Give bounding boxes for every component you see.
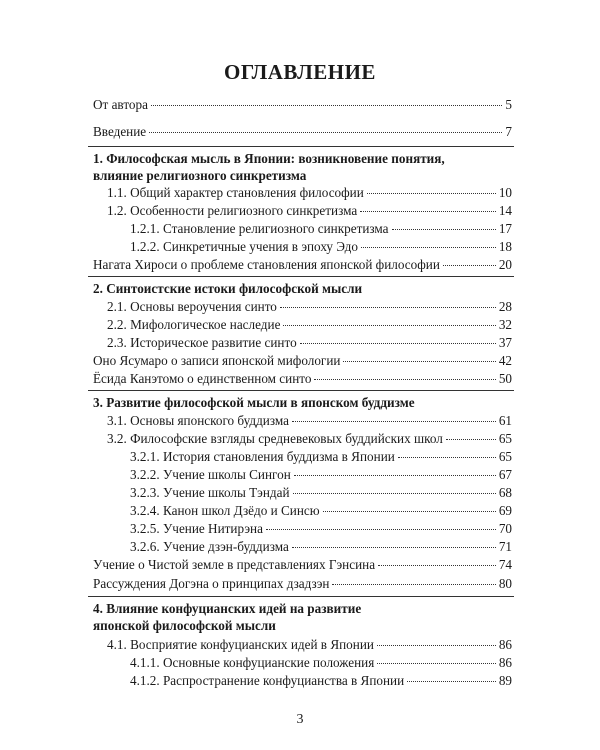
dot-leader <box>361 247 496 248</box>
entry-page: 5 <box>505 97 512 112</box>
entry-label: 1.2. Особенности религиозного синкретизма <box>107 203 358 218</box>
toc-entry <box>130 239 512 254</box>
toc-entry <box>130 539 512 554</box>
entry-label: 4.1.2. Распространение конфуцианства в Японии <box>130 673 405 688</box>
page-title: ОГЛАВЛЕНИЕ <box>224 60 376 84</box>
toc-entry <box>107 413 512 428</box>
dot-leader <box>292 421 496 422</box>
toc-entry <box>93 576 512 591</box>
dot-leader <box>407 681 496 682</box>
entry-page: 7 <box>505 124 512 139</box>
entry-label: 2.3. Историческое развитие синто <box>107 335 297 350</box>
dot-leader <box>392 229 496 230</box>
entry-label: 4.1. Восприятие конфуцианских идей в Японии <box>107 637 374 652</box>
dot-leader <box>332 584 495 585</box>
entry-page: 80 <box>498 576 512 591</box>
entry-page: 18 <box>498 239 512 254</box>
dot-leader <box>300 343 496 344</box>
entry-label: 3.2.1. История становления буддизма в Японии <box>130 449 395 464</box>
entry-page: 14 <box>498 203 512 218</box>
entry-page: 37 <box>498 335 512 350</box>
entry-label: 3.2.5. Учение Нитирэна <box>130 521 263 536</box>
dot-leader <box>446 439 496 440</box>
toc-entry <box>107 335 512 350</box>
dot-leader <box>377 663 496 664</box>
entry-label: 1.2.1. Становление религиозного синкретизма <box>130 221 389 236</box>
section-divider <box>88 596 514 597</box>
section-title: японской философской мысли <box>93 618 276 633</box>
toc-entry <box>107 431 512 446</box>
entry-page: 69 <box>498 503 512 518</box>
toc-entry <box>130 503 512 518</box>
dot-leader <box>360 211 496 212</box>
toc-entry <box>107 637 512 652</box>
entry-page: 74 <box>498 557 512 572</box>
toc-entry <box>93 257 512 272</box>
entry-page: 65 <box>498 431 512 446</box>
entry-page: 10 <box>498 185 512 200</box>
entry-label: 3.2. Философские взгляды средневековых буддийских школ <box>107 431 443 446</box>
entry-page: 70 <box>498 521 512 536</box>
dot-leader <box>293 493 496 494</box>
dot-leader <box>283 325 495 326</box>
entry-page: 28 <box>498 299 512 314</box>
entry-page: 17 <box>498 221 512 236</box>
dot-leader <box>443 265 496 266</box>
entry-label: Нагата Хироси о проблеме становления японской философии <box>93 257 440 272</box>
toc-entry <box>107 317 512 332</box>
entry-label: 3.2.4. Канон школ Дзёдо и Синсю <box>130 503 320 518</box>
entry-label: 3.2.6. Учение дзэн-буддизма <box>130 539 289 554</box>
toc-entry <box>130 467 512 482</box>
entry-page: 50 <box>498 371 512 386</box>
section-title: 2. Синтоистские истоки философской мысли <box>93 281 363 296</box>
section-title: влияние религиозного синкретизма <box>93 168 307 183</box>
dot-leader <box>314 379 495 380</box>
entry-page: 65 <box>498 449 512 464</box>
toc-entry <box>130 655 512 670</box>
entry-page: 42 <box>498 353 512 368</box>
entry-page: 61 <box>498 413 512 428</box>
toc-entry <box>130 221 512 236</box>
dot-leader <box>294 475 496 476</box>
section-title: 4. Влияние конфуцианских идей на развитие <box>93 601 362 616</box>
toc-entry <box>93 557 512 572</box>
entry-label: 3.2.3. Учение школы Тэндай <box>130 485 290 500</box>
dot-leader <box>292 547 496 548</box>
dot-leader <box>378 565 496 566</box>
section-title: 1. Философская мысль в Японии: возникновение понятия, <box>93 151 445 166</box>
dot-leader <box>377 645 496 646</box>
toc-entry <box>93 353 512 368</box>
dot-leader <box>323 511 496 512</box>
entry-label: 2.2. Мифологическое наследие <box>107 317 281 332</box>
dot-leader <box>280 307 496 308</box>
entry-label: Учение о Чистой земле в представлениях Гэнсина <box>93 557 376 572</box>
section-divider <box>88 146 514 147</box>
entry-label: 1.1. Общий характер становления философии <box>107 185 364 200</box>
entry-page: 67 <box>498 467 512 482</box>
entry-label: Ёсида Канэтомо о единственном синто <box>93 371 312 386</box>
toc-entry <box>130 673 512 688</box>
entry-page: 89 <box>498 673 512 688</box>
toc-entry <box>93 97 512 112</box>
dot-leader <box>343 361 495 362</box>
toc-entry <box>130 485 512 500</box>
entry-page: 68 <box>498 485 512 500</box>
entry-page: 20 <box>498 257 512 272</box>
entry-page: 86 <box>498 637 512 652</box>
toc-entry <box>93 124 512 139</box>
toc-entry <box>107 185 512 200</box>
entry-page: 32 <box>498 317 512 332</box>
section-title: 3. Развитие философской мысли в японском буддизме <box>93 395 415 410</box>
entry-page: 71 <box>498 539 512 554</box>
entry-label: Рассуждения Догэна о принципах дзадзэн <box>93 576 330 591</box>
entry-label: 1.2.2. Синкретичные учения в эпоху Эдо <box>130 239 358 254</box>
toc-entry <box>107 203 512 218</box>
toc-entry <box>107 299 512 314</box>
entry-label: Оно Ясумаро о записи японской мифологии <box>93 353 341 368</box>
section-divider <box>88 276 514 277</box>
entry-label: 3.2.2. Учение школы Сингон <box>130 467 291 482</box>
dot-leader <box>367 193 496 194</box>
entry-label: 4.1.1. Основные конфуцианские положения <box>130 655 375 670</box>
toc-entry <box>130 521 512 536</box>
dot-leader <box>149 132 502 133</box>
entry-label: 2.1. Основы вероучения синто <box>107 299 277 314</box>
toc-entry <box>130 449 512 464</box>
toc-entry <box>93 371 512 386</box>
dot-leader <box>151 105 502 106</box>
entry-label: 3.1. Основы японского буддизма <box>107 413 289 428</box>
entry-page: 86 <box>498 655 512 670</box>
section-divider <box>88 390 514 391</box>
entry-label: Введение <box>93 124 147 139</box>
dot-leader <box>398 457 496 458</box>
entry-label: От автора <box>93 97 148 112</box>
dot-leader <box>266 529 496 530</box>
page-number: 3 <box>296 712 304 727</box>
